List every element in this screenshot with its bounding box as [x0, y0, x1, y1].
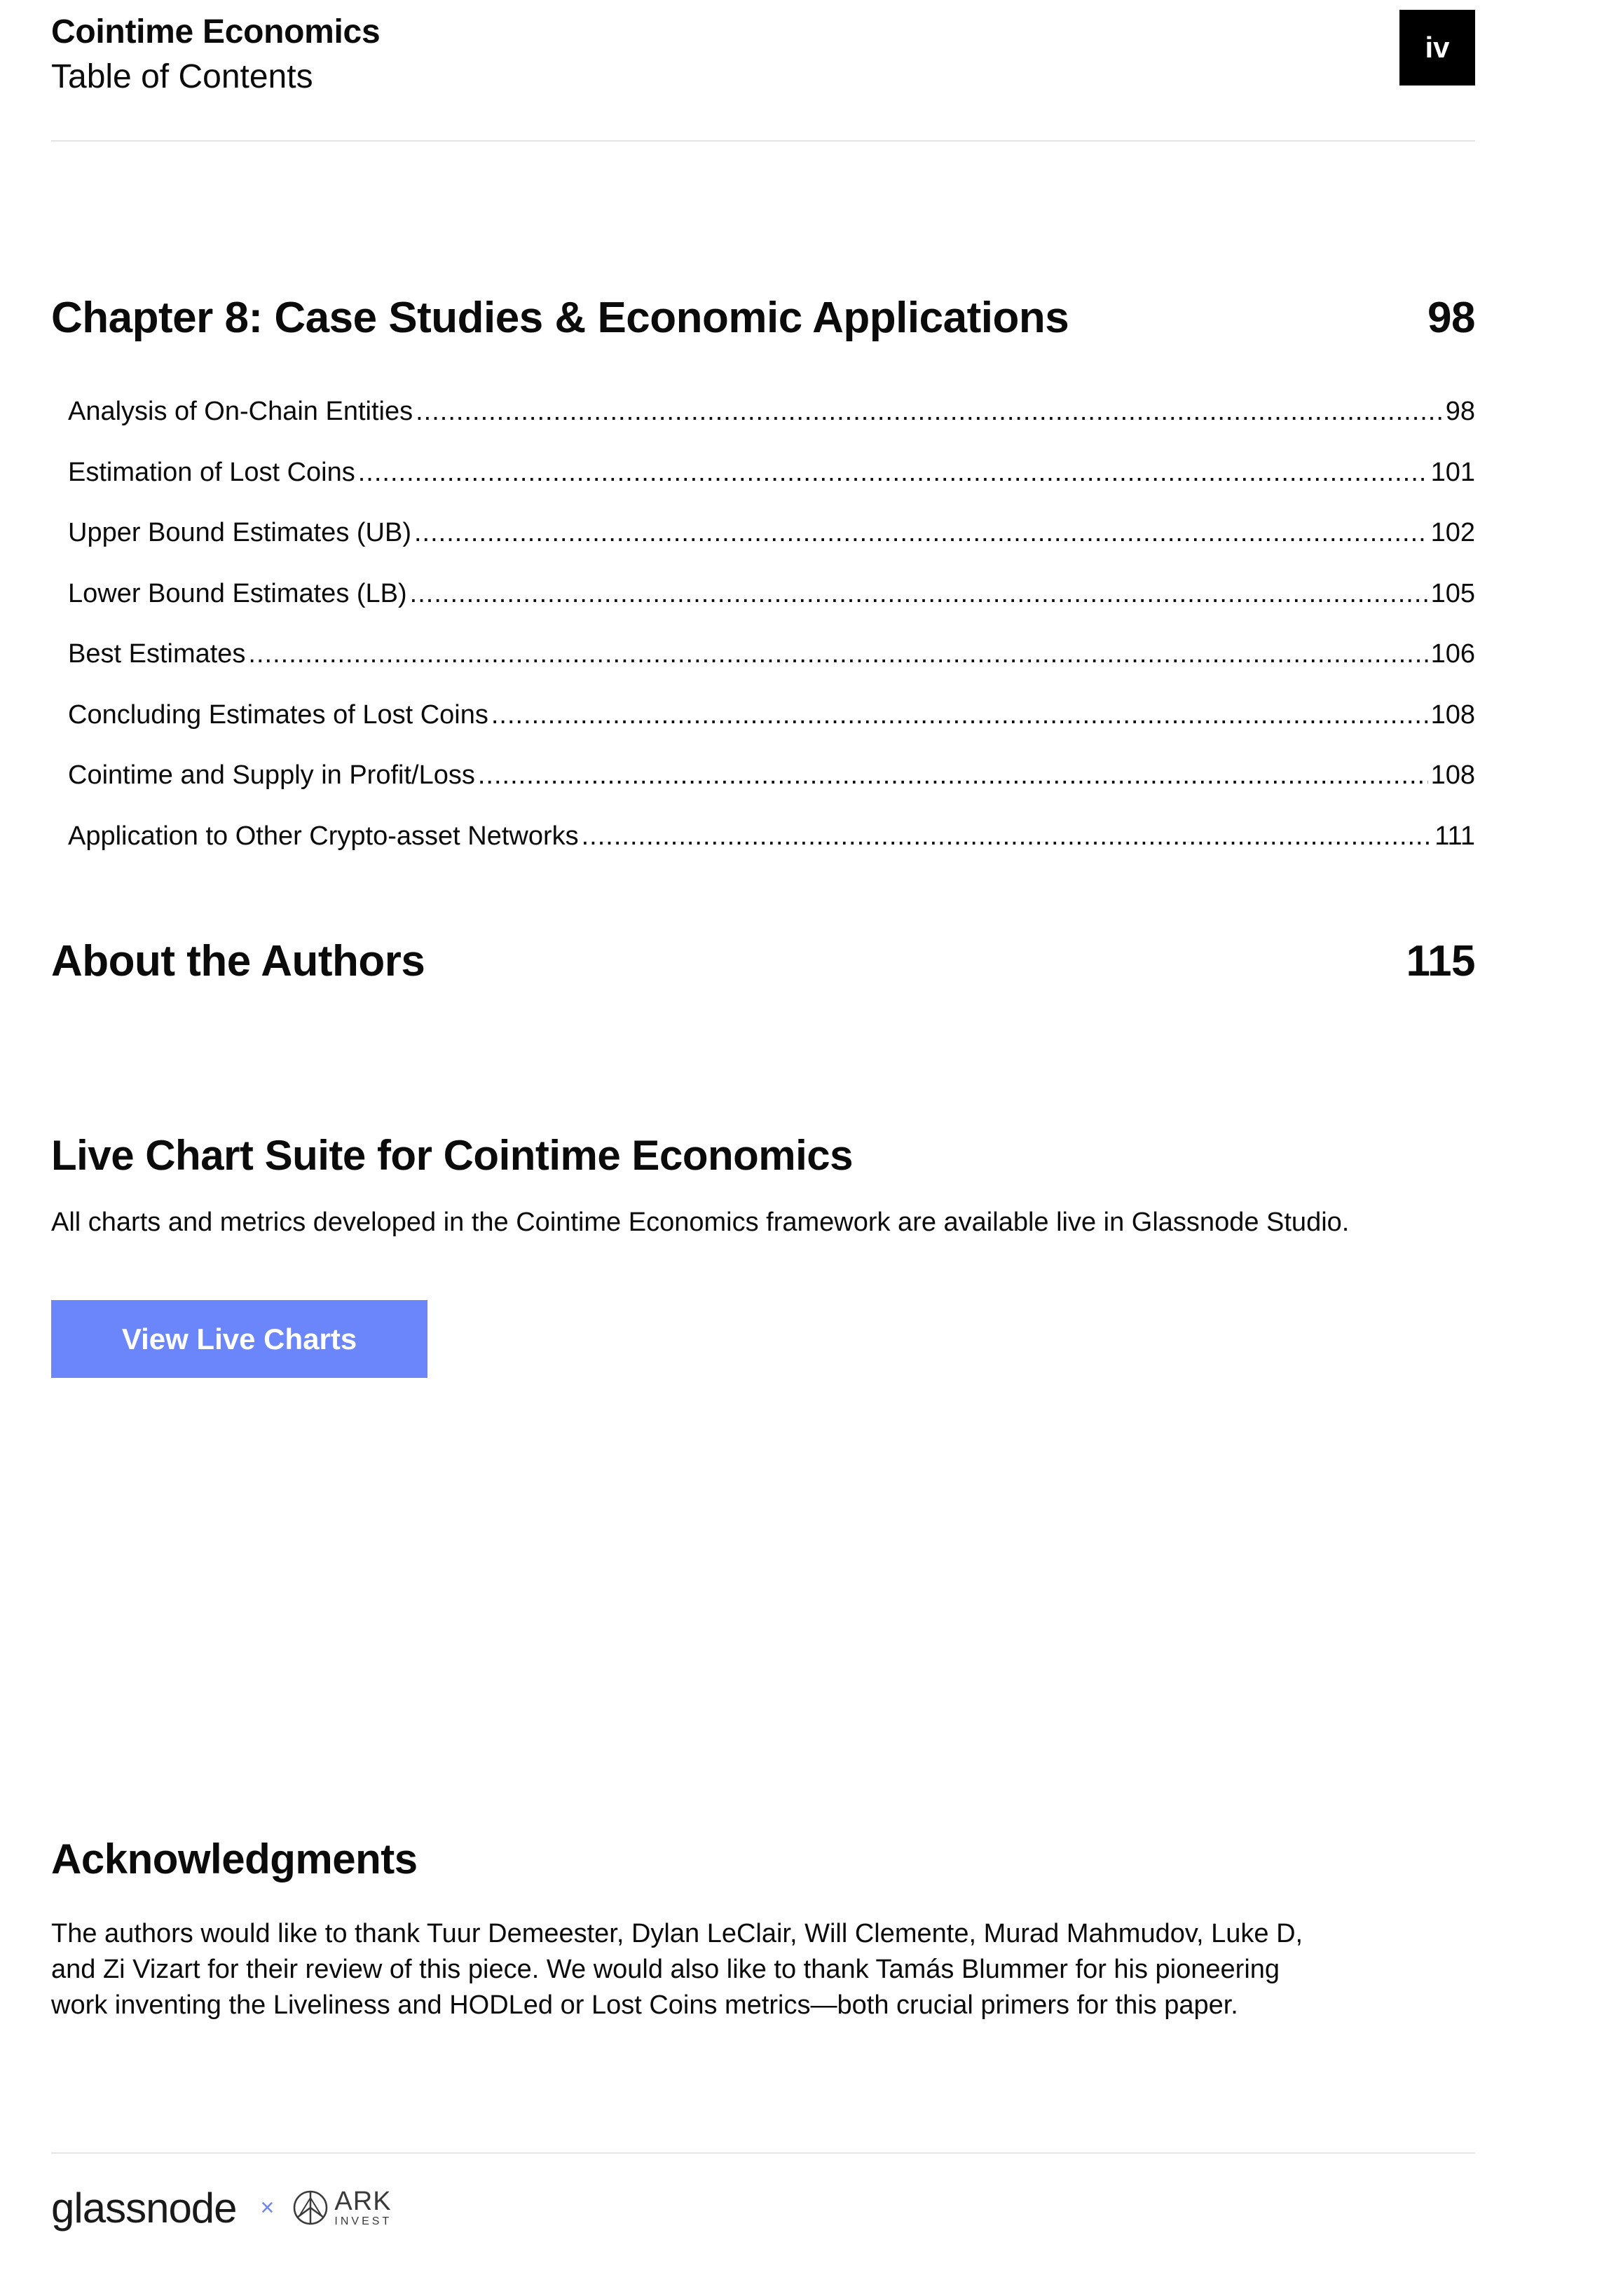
- header-divider: [51, 140, 1475, 142]
- page-footer: [51, 2180, 392, 2236]
- logo-separator: ×: [260, 2194, 275, 2221]
- toc-about-authors[interactable]: [51, 936, 1475, 986]
- toc-entry[interactable]: [68, 754, 1475, 815]
- toc-leader-dots: [358, 451, 1428, 493]
- toc-leader-dots: [582, 815, 1432, 857]
- toc-leader-dots: [410, 573, 1428, 615]
- ark-logo-text: ARK: [334, 2187, 392, 2216]
- ark-invest-icon: [292, 2189, 329, 2226]
- view-live-charts-button[interactable]: View Live Charts: [51, 1300, 427, 1378]
- acknowledgments-body: [51, 1916, 1303, 2023]
- chapter-page: 98: [1427, 294, 1475, 342]
- about-page: 115: [1406, 937, 1475, 985]
- toc-leader-dots: [414, 512, 1428, 554]
- toc-chapter-8[interactable]: [51, 293, 1475, 343]
- acknowledgments-line: and Zi Vizart for their review of this piece. We would also like to thank Tamás Blummer for his pioneering: [51, 1955, 1280, 1984]
- toc-entry-label: Analysis of On-Chain Entities: [68, 397, 413, 426]
- page-header: [51, 10, 1475, 142]
- about-title: About the Authors: [51, 937, 425, 985]
- toc-leader-dots: [478, 754, 1428, 796]
- chapter-title: Chapter 8: Case Studies & Economic Applications: [51, 294, 1069, 342]
- toc-entry-page: 108: [1430, 699, 1475, 730]
- toc-entry[interactable]: [68, 512, 1475, 573]
- ark-logo-subtext: INVEST: [334, 2215, 392, 2227]
- toc-entry[interactable]: [68, 573, 1475, 634]
- document-subtitle: Table of Contents: [51, 58, 313, 95]
- toc-leader-dots: [491, 694, 1428, 736]
- toc-entry-page: 101: [1430, 457, 1475, 487]
- acknowledgments-line: work inventing the Liveliness and HODLed or Lost Coins metrics—both crucial primers for this paper.: [51, 1990, 1238, 2020]
- toc-entry-page: 106: [1430, 639, 1475, 669]
- toc-entry-label: Concluding Estimates of Lost Coins: [68, 699, 488, 730]
- footer-divider: [51, 2152, 1475, 2154]
- toc-entry-page: 102: [1430, 518, 1475, 547]
- acknowledgments-line: The authors would like to thank Tuur Demeester, Dylan LeClair, Will Clemente, Murad Mahmudov, Luke D,: [51, 1919, 1303, 1948]
- toc-entry[interactable]: [68, 694, 1475, 755]
- page-number-badge: iv: [1399, 10, 1475, 86]
- toc-leader-dots: [416, 390, 1443, 432]
- toc-entry-page: 105: [1430, 578, 1475, 608]
- toc-entry-page: 108: [1430, 760, 1475, 790]
- toc-entry-label: Lower Bound Estimates (LB): [68, 578, 407, 608]
- toc-entry-label: Application to Other Crypto-asset Networks: [68, 821, 579, 851]
- glassnode-logo: glassnode: [51, 2184, 237, 2232]
- live-charts-heading: Live Chart Suite for Cointime Economics: [51, 1132, 854, 1179]
- toc-entry-label: Cointime and Supply in Profit/Loss: [68, 760, 475, 790]
- toc-entry-page: 98: [1445, 397, 1475, 426]
- toc-entry-label: Upper Bound Estimates (UB): [68, 518, 411, 547]
- toc-entry[interactable]: [68, 390, 1475, 451]
- toc-entry-page: 111: [1434, 821, 1475, 851]
- toc-entries: [68, 390, 1475, 875]
- toc-entry-label: Estimation of Lost Coins: [68, 457, 355, 487]
- acknowledgments-heading: Acknowledgments: [51, 1836, 418, 1882]
- toc-entry[interactable]: [68, 633, 1475, 694]
- live-charts-description: All charts and metrics developed in the Cointime Economics framework are available live in Glassnode Studio.: [51, 1208, 1350, 1237]
- toc-entry[interactable]: [68, 815, 1475, 876]
- toc-leader-dots: [248, 633, 1427, 675]
- toc-entry-label: Best Estimates: [68, 639, 246, 669]
- ark-invest-logo: [292, 2188, 392, 2227]
- toc-entry[interactable]: [68, 451, 1475, 512]
- document-title: Cointime Economics: [51, 13, 381, 50]
